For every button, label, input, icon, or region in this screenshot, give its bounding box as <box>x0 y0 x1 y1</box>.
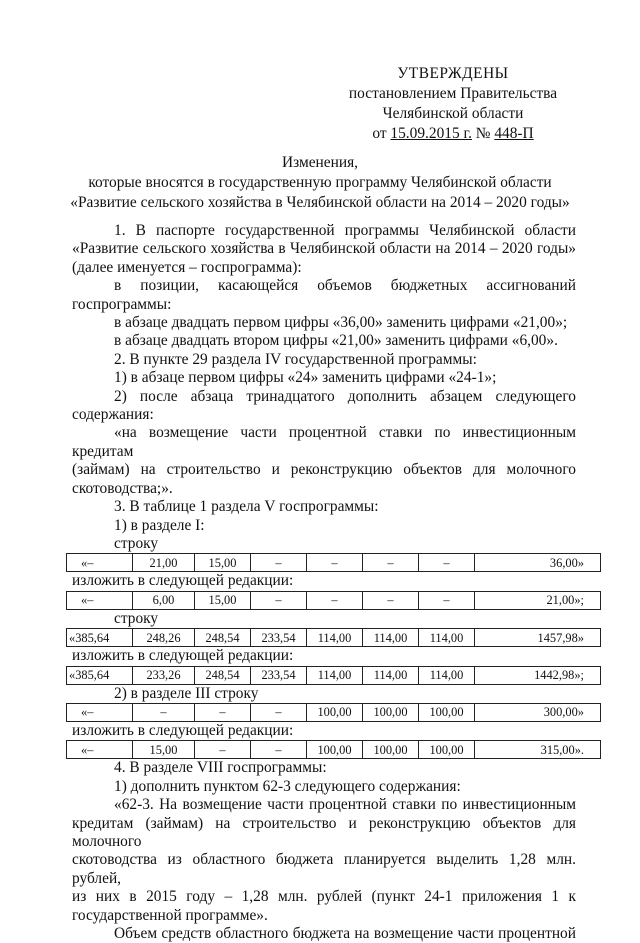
table-row <box>67 629 601 647</box>
paragraph-10: 1) в разделе I: <box>114 516 205 534</box>
table-cell: – <box>195 703 251 721</box>
table-cell: – <box>363 554 419 572</box>
approval-heading: УТВЕРЖДЕНЫ <box>397 65 509 82</box>
paragraph-8-line-2: (займам) на строительство и реконструкцию объектов для молочного <box>72 461 576 479</box>
table-cell: 233,54 <box>251 666 307 684</box>
table-cell: 114,00 <box>307 666 363 684</box>
table-cell: 100,00 <box>307 741 363 759</box>
label-izlozhit-3: изложить в следующей редакции: <box>72 721 294 739</box>
table-cell: 100,00 <box>363 741 419 759</box>
paragraph-8-line-1: «на возмещение части процентной ставки по инвестиционным кредитам <box>72 424 576 460</box>
table-cell: 15,00 <box>133 741 195 759</box>
label-izlozhit-2: изложить в следующей редакции: <box>72 647 294 665</box>
table-cell: 100,00 <box>307 703 363 721</box>
table-cell: 114,00 <box>419 629 475 647</box>
table-cell: 114,00 <box>419 666 475 684</box>
table-cell: – <box>307 554 363 572</box>
paragraph-4: в абзаце двадцать втором цифры «21,00» заменить цифрами «6,00». <box>114 332 558 350</box>
paragraph-15: Объем средств областного бюджета на возмещение части процентной <box>114 925 576 942</box>
label-izlozhit-1: изложить в следующей редакции: <box>72 572 294 590</box>
table-cell: – <box>251 591 307 609</box>
table-cell: 315,00». <box>475 741 601 759</box>
table-row <box>67 666 601 684</box>
table-cell: – <box>251 703 307 721</box>
table-cell: «– <box>67 554 133 572</box>
paragraph-8-line-3: скотоводства;». <box>72 479 173 497</box>
table-cell: 15,00 <box>195 554 251 572</box>
approval-line-decree: постановлением Правительства <box>348 85 558 102</box>
table-cell: 100,00 <box>363 703 419 721</box>
paragraph-14-line-2: кредитам (займам) на строительство и реконструкцию объектов для молочного <box>72 814 576 850</box>
approval-date: 15.09.2015 г. <box>390 125 472 142</box>
paragraph-2-line-1: в позиции, касающейся объемов бюджетных ассигнований <box>114 277 576 295</box>
table-cell: 248,26 <box>133 629 195 647</box>
approval-number-sign: № <box>471 125 495 142</box>
title-line-3: «Развитие сельского хозяйства в Челябинской области на 2014 – 2020 годы» <box>70 194 570 211</box>
title-line-1: Изменения, <box>281 154 358 171</box>
table-row <box>67 703 601 721</box>
table-cell: 233,54 <box>251 629 307 647</box>
table-row <box>67 554 601 572</box>
table-cell: 6,00 <box>133 591 195 609</box>
paragraph-14-line-4: из них в 2015 году – 1,28 млн. рублей (пункт 24-1 приложения 1 к <box>72 888 576 906</box>
table-cell: 21,00»; <box>475 591 601 609</box>
table-cell: 15,00 <box>195 591 251 609</box>
approval-stamp <box>343 64 563 144</box>
table-row <box>67 591 601 609</box>
table-row-new-2 <box>66 666 601 685</box>
table-cell: 100,00 <box>419 741 475 759</box>
paragraph-1-line-2: «Развитие сельского хозяйства в Челябинской области на 2014 – 2020 годы» <box>72 240 576 258</box>
document-body <box>69 222 584 943</box>
paragraph-7-line-1: 2) после абзаца тринадцатого дополнить абзацем следующего <box>114 387 576 405</box>
label-stroku-2: строку <box>114 609 159 627</box>
table-cell: 21,00 <box>133 554 195 572</box>
paragraph-1-line-3: (далее именуется – госпрограмма): <box>72 258 302 276</box>
paragraph-1-line-1: 1. В паспорте государственной программы Челябинской области <box>114 222 576 239</box>
paragraph-9: 3. В таблице 1 раздела V госпрограммы: <box>114 498 379 516</box>
paragraph-12: 4. В разделе VIII госпрограммы: <box>114 759 327 777</box>
table-cell: – <box>251 554 307 572</box>
paragraph-5: 2. В пункте 29 раздела IV государственной программы: <box>114 350 477 368</box>
table-cell: 300,00» <box>475 703 601 721</box>
table-row-new-3 <box>66 740 601 759</box>
table-row <box>67 741 601 759</box>
paragraph-2-line-2: госпрограммы: <box>72 295 172 313</box>
paragraph-14-line-3: скотоводства из областного бюджета планируется выделить 1,28 млн. рублей, <box>72 851 576 887</box>
table-cell: 248,54 <box>195 629 251 647</box>
table-cell: – <box>307 591 363 609</box>
table-cell: «385,64 <box>67 629 133 647</box>
table-cell: – <box>251 741 307 759</box>
paragraph-14-line-1: «62-3. На возмещение части процентной ставки по инвестиционным <box>114 796 576 814</box>
table-cell: 36,00» <box>475 554 601 572</box>
table-cell: 114,00 <box>363 666 419 684</box>
table-cell: – <box>419 554 475 572</box>
table-cell: – <box>133 703 195 721</box>
table-cell: «– <box>67 741 133 759</box>
table-cell: – <box>419 591 475 609</box>
document-title <box>70 153 570 213</box>
paragraph-14-line-5: государственной программе». <box>72 906 268 924</box>
table-row-old-1 <box>66 553 601 572</box>
table-cell: 1442,98»; <box>475 666 601 684</box>
paragraph-11: 2) в разделе III строку <box>114 684 259 702</box>
approval-date-prefix: от <box>372 125 391 142</box>
table-cell: 100,00 <box>419 703 475 721</box>
table-cell: 233,26 <box>133 666 195 684</box>
paragraph-3: в абзаце двадцать первом цифры «36,00» заменить цифрами «21,00»; <box>114 314 568 332</box>
table-cell: 114,00 <box>307 629 363 647</box>
label-stroku-1: строку <box>114 534 159 552</box>
table-cell: 1457,98» <box>475 629 601 647</box>
table-cell: «385,64 <box>67 666 133 684</box>
table-cell: – <box>363 591 419 609</box>
table-row-new-1 <box>66 591 601 610</box>
paragraph-7-line-2: содержания: <box>72 406 154 424</box>
table-row-old-2 <box>66 628 601 647</box>
paragraph-6: 1) в абзаце первом цифры «24» заменить цифрами «24-1»; <box>114 369 497 387</box>
approval-line-date <box>343 124 563 144</box>
table-cell: 114,00 <box>363 629 419 647</box>
title-line-2: которые вносятся в государственную программу Челябинской области <box>88 174 552 191</box>
table-cell: «– <box>67 703 133 721</box>
table-cell: – <box>195 741 251 759</box>
table-cell: «– <box>67 591 133 609</box>
table-row-old-3 <box>66 703 601 722</box>
approval-line-region: Челябинской области <box>382 105 524 122</box>
table-cell: 248,54 <box>195 666 251 684</box>
paragraph-13: 1) дополнить пунктом 62-3 следующего содержания: <box>114 777 461 795</box>
approval-number: 448-П <box>494 125 534 142</box>
